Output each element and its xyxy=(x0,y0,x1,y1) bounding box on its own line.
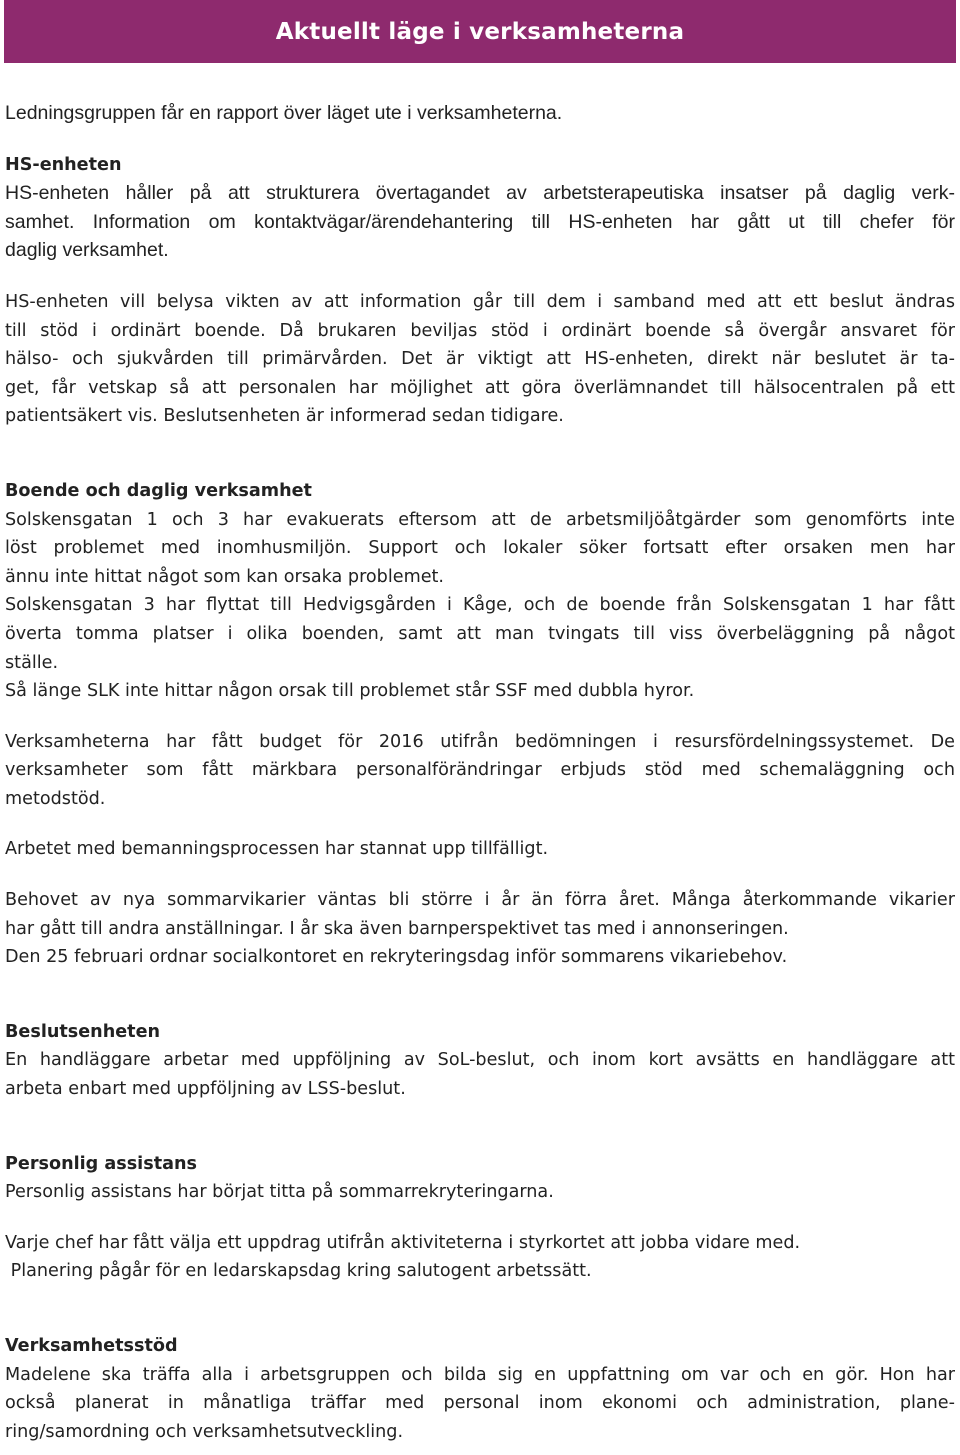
personlig-heading: Personlig assistans xyxy=(5,1153,197,1174)
text-line: har gått till andra anställningar. I år ska även barnperspektivet tas med i annonseringen. xyxy=(5,918,789,939)
boende-paragraph-2 xyxy=(5,591,955,677)
text-line: Arbetet med bemanningsprocessen har stannat upp tillfälligt. xyxy=(5,839,549,860)
hs-paragraph-1 xyxy=(5,179,955,265)
boende-paragraph-1 xyxy=(5,506,955,592)
text-line: arbeta enbart med uppföljning av LSS-beslut. xyxy=(5,1079,406,1100)
text-line: En handläggare arbetar med uppföljning av SoL-beslut, och inom kort avsätts en handläggare att xyxy=(5,1050,955,1071)
budget-paragraph xyxy=(5,728,955,814)
beslut-paragraph xyxy=(5,1046,955,1103)
stod-paragraph xyxy=(5,1361,955,1447)
personlig-paragraph-1 xyxy=(5,1178,955,1207)
text-line: daglig verksamhet. xyxy=(5,239,169,262)
text-line: Solskensgatan 1 och 3 har evakuerats eftersom att de arbetsmiljöåtgärder som genomförts inte xyxy=(5,509,955,530)
text-line: Personlig assistans har börjat titta på sommarrekryteringarna. xyxy=(5,1182,554,1203)
beslut-heading: Beslutsenheten xyxy=(5,1021,161,1042)
text-line: samhet. Information om kontaktvägar/ärendehantering till HS-enheten har gått ut till chefer för xyxy=(5,210,955,233)
hs-heading: HS-enheten xyxy=(5,154,122,175)
sommarvikarier-paragraph xyxy=(5,886,955,972)
text-line: verksamheter som fått märkbara personalförändringar erbjuds stöd med schemaläggning och xyxy=(5,760,955,781)
boende-heading: Boende och daglig verksamhet xyxy=(5,480,312,501)
text-line: löst problemet med inomhusmiljön. Support och lokaler söker fortsatt efter orsaken men har xyxy=(5,538,955,559)
text-line: get, får vetskap så att personalen har möjlighet att göra överlämnandet till hälsocentralen på ett xyxy=(5,377,955,398)
intro-paragraph xyxy=(5,99,955,128)
text-line: Madelene ska träffa alla i arbetsgruppen och bilda sig en uppfattning om var och en gör. Hon har xyxy=(5,1364,955,1385)
text-line: ställe. xyxy=(5,652,59,673)
text-line: Planering pågår för en ledarskapsdag kring salutogent arbetssätt. xyxy=(5,1261,592,1282)
hs-paragraph-2 xyxy=(5,288,955,431)
text-line: Så länge SLK inte hittar någon orsak till problemet står SSF med dubbla hyror. xyxy=(5,681,695,702)
text-line: HS-enheten vill belysa vikten av att information går till dem i samband med att ett beslut ändras xyxy=(5,291,955,312)
banner-title: Aktuellt läge i verksamheterna xyxy=(275,18,685,45)
text-line: också planerat in månatliga träffar med personal inom ekonomi och administration, plane- xyxy=(5,1393,955,1414)
boende-paragraph-3 xyxy=(5,677,955,706)
text-line: Behovet av nya sommarvikarier väntas bli större i år än förra året. Många återkommande vikarier xyxy=(5,890,955,911)
text-line: Verksamheterna har fått budget för 2016 utifrån bedömningen i resursfördelningssystemet. De xyxy=(5,731,955,752)
bemanning-paragraph xyxy=(5,835,955,864)
stod-heading: Verksamhetsstöd xyxy=(5,1336,178,1356)
text-line: hälso- och sjukvården till primärvården. Det är viktigt att HS-enheten, direkt när beslutet är ta- xyxy=(5,349,955,370)
text-line: Varje chef har fått välja ett uppdrag utifrån aktiviteterna i styrkortet att jobba vidare med. xyxy=(5,1232,801,1253)
text-line: överta tomma platser i olika boenden, samt att man tvingats till viss överbeläggning på något xyxy=(5,623,955,644)
text-line: patientsäkert vis. Beslutsenheten är informerad sedan tidigare. xyxy=(5,406,564,427)
text-line: HS-enheten håller på att strukturera övertagandet av arbetsterapeutiska insatser på daglig verk- xyxy=(5,182,955,205)
text-line: metodstöd. xyxy=(5,788,106,809)
intro-line: Ledningsgruppen får en rapport över läget ute i verksamheterna. xyxy=(5,102,563,124)
section-banner xyxy=(4,0,956,63)
document-body xyxy=(5,99,955,1446)
text-line: Den 25 februari ordnar socialkontoret en rekryteringsdag inför sommarens vikariebehov. xyxy=(5,947,788,968)
text-line: till stöd i ordinärt boende. Då brukaren beviljas stöd i ordinärt boende så övergår ansvaret för xyxy=(5,320,955,341)
text-line: Solskensgatan 3 har flyttat till Hedvigsgården i Kåge, och de boende från Solskensgatan 1 har fått xyxy=(5,595,955,616)
personlig-paragraph-2 xyxy=(5,1229,955,1286)
text-line: ännu inte hittat något som kan orsaka problemet. xyxy=(5,566,445,587)
text-line: ring/samordning och verksamhetsutveckling. xyxy=(5,1421,404,1442)
